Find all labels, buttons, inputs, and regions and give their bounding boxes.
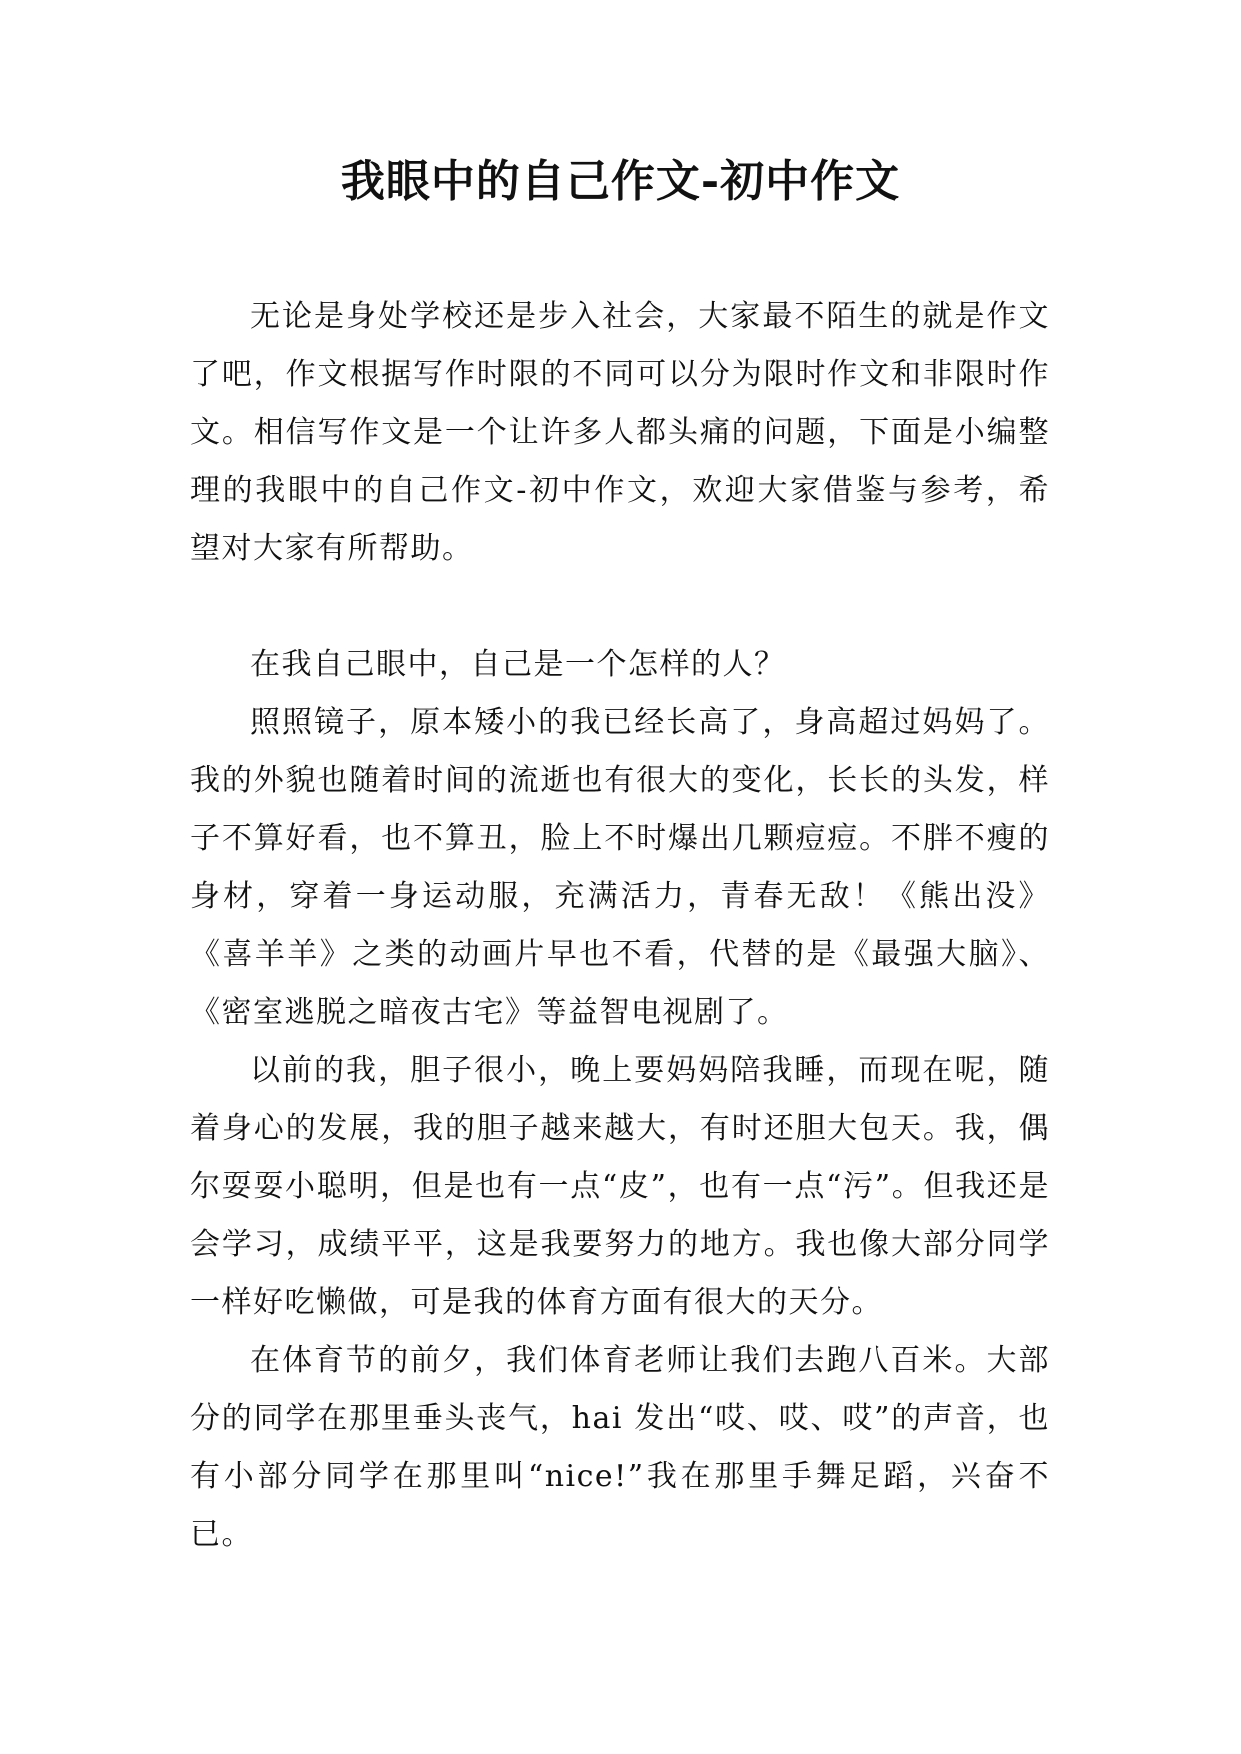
body-paragraph-appearance: 照照镜子，原本矮小的我已经长高了，身高超过妈妈了。我的外貌也随着时间的流逝也有很大的变化，长长的头发，样子不算好看，也不算丑，脸上不时爆出几颗痘痘。不胖不瘦的身材，穿着一身运动服，充满活力，青春无敌！《熊出没》《喜羊羊》之类的动画片早也不看，代替的是《最强大脑》、《密室逃脱之暗夜古宅》等益智电视剧了。 (190, 705, 1050, 1030)
body-paragraph-sports: 在体育节的前夕，我们体育老师让我们去跑八百米。大部分的同学在那里垂头丧气，hai 发出“哎、哎、哎”的声音，也有小部分同学在那里叫“nice!”我在那里手舞足蹈，兴奋不已。 (190, 1343, 1050, 1552)
body-paragraph-personality: 以前的我，胆子很小，晚上要妈妈陪我睡，而现在呢，随着身心的发展，我的胆子越来越大，有时还胆大包天。我，偶尔耍耍小聪明，但是也有一点“皮”，也有一点“污”。但我还是会学习，成绩平平，这是我要努力的地方。我也像大部分同学一样好吃懒做，可是我的体育方面有很大的天分。 (190, 1053, 1050, 1320)
intro-paragraph: 无论是身处学校还是步入社会，大家最不陌生的就是作文了吧，作文根据写作时限的不同可以分为限时作文和非限时作文。相信写作文是一个让许多人都头痛的问题，下面是小编整理的我眼中的自己作文-初中作文，欢迎大家借鉴与参考，希望对大家有所帮助。 (190, 299, 1050, 566)
document-body (190, 288, 1050, 1564)
document-title: 我眼中的自己作文-初中作文 (340, 156, 901, 207)
body-paragraph-question: 在我自己眼中，自己是一个怎样的人？ (250, 647, 786, 682)
